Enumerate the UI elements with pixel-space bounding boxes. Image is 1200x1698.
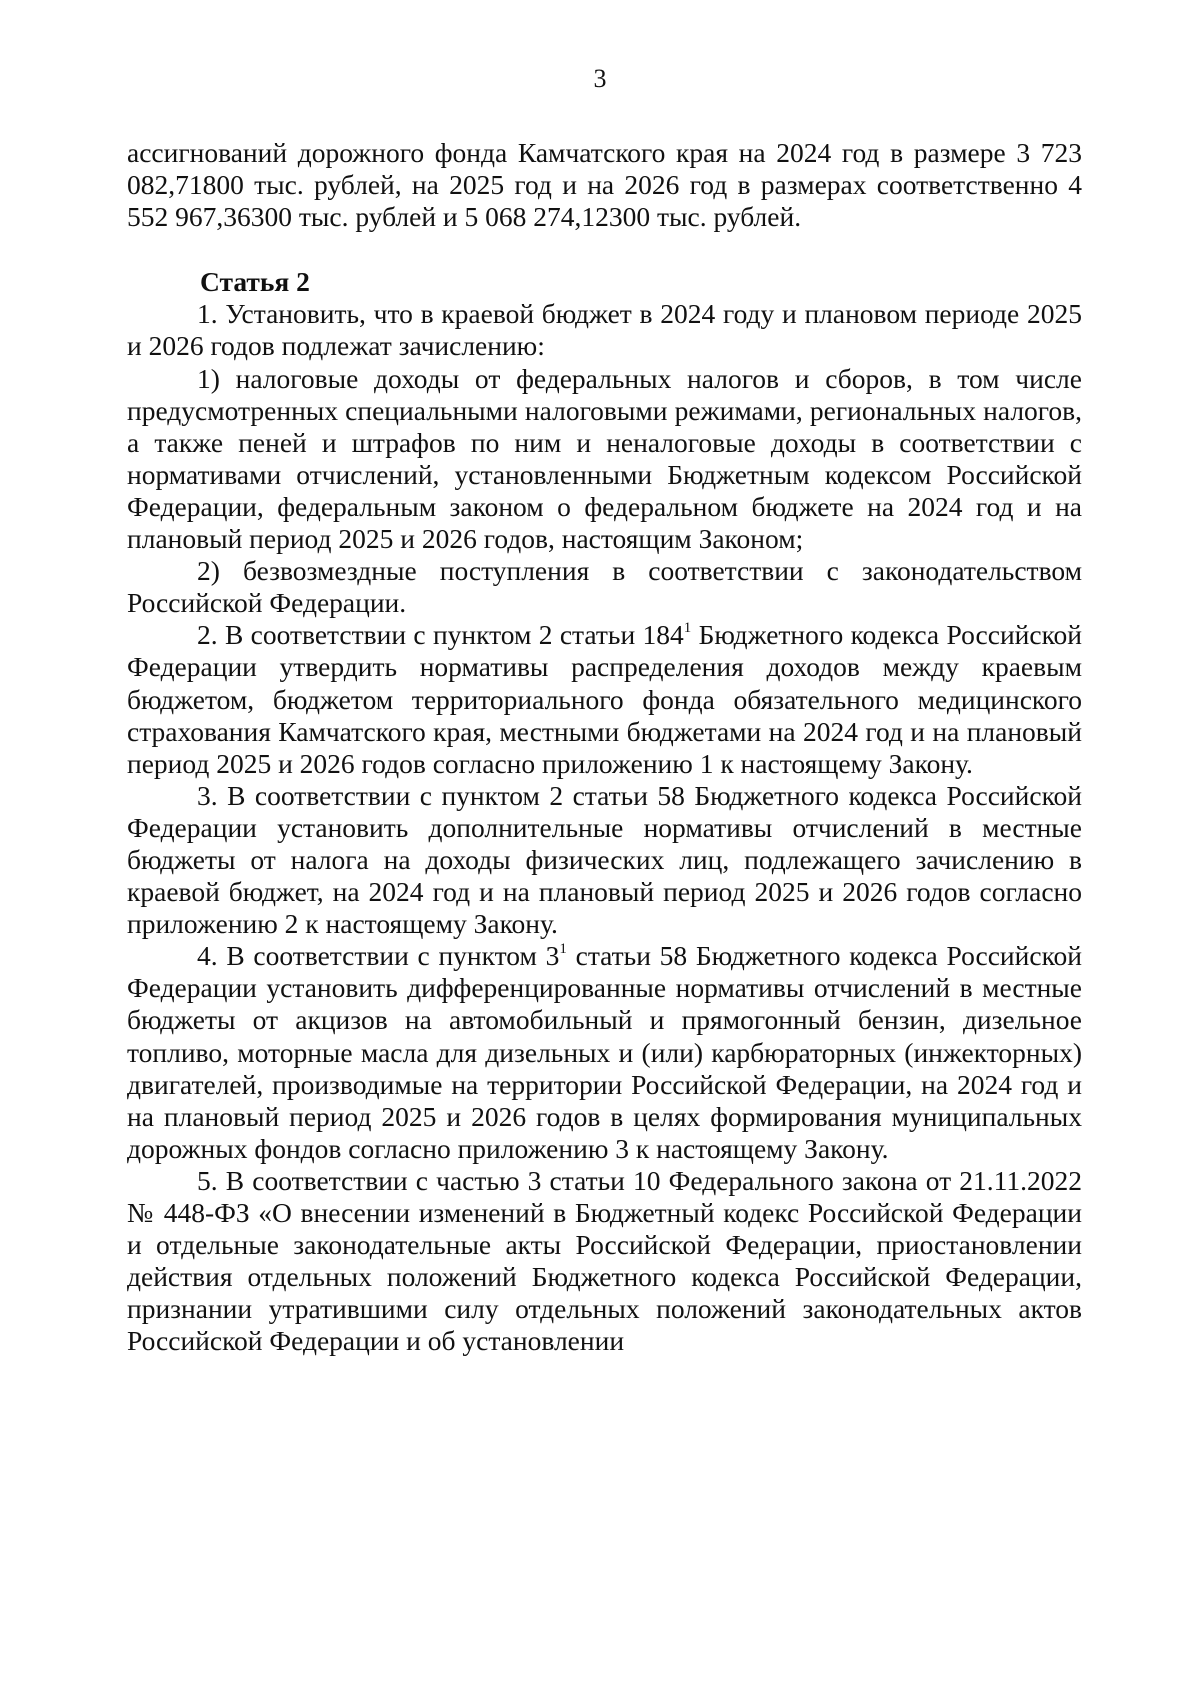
- paragraph-4: [127, 940, 1082, 1165]
- paragraph-1: 1. Установить, что в краевой бюджет в 2024 году и плановом периоде 2025 и 2026 годов подлежат зачислению:: [127, 298, 1082, 362]
- paragraph-2-text-start: 2. В соответствии с пунктом 2 статьи 184: [197, 619, 684, 651]
- paragraph-2-text-end: Бюджетного кодекса Российской Федерации утвердить нормативы распределения доходов между краевым бюджетом, бюджетом территориального фонда обязательного медицинского страхования Камчатского края, местными бюджетами на 2024 год и на плановый период 2025 и 2026 годов согласно приложению 1 к настоящему Закону.: [127, 619, 1083, 779]
- paragraph-1-item-1: 1) налоговые доходы от федеральных налогов и сборов, в том числе предусмотренных специальными налоговыми режимами, региональных налогов, а также пеней и штрафов по ним и неналоговые доходы в соответствии с нормативами отчислений, установленными Бюджетным кодексом Российской Федерации, федеральным законом о федеральном бюджете на 2024 год и на плановый период 2025 и 2026 годов, настоящим Законом;: [127, 362, 1082, 555]
- paragraph-2-superscript: 1: [683, 620, 692, 637]
- paragraph-4-text-start: 4. В соответствии с пунктом 3: [197, 940, 560, 972]
- paragraph-3: 3. В соответствии с пунктом 2 статьи 58 Бюджетного кодекса Российской Федерации установить дополнительные нормативы отчислений в местные бюджеты от налога на доходы физических лиц, подлежащего зачислению в краевой бюджет, на 2024 год и на плановый период 2025 и 2026 годов согласно приложению 2 к настоящему Закону.: [127, 779, 1082, 940]
- paragraph-2: [127, 619, 1082, 779]
- article-heading: Статья 2: [200, 266, 310, 298]
- paragraph-4-text-end: статьи 58 Бюджетного кодекса Российской Федерации установить дифференцированные нормативы отчислений в местные бюджеты от акцизов на автомобильный и прямогонный бензин, дизельное топливо, моторные масла для дизельных и (или) карбюраторных (инжекторных) двигателей, производимые на территории Российской Федерации, на 2024 год и на плановый период 2025 и 2026 годов в целях формирования муниципальных дорожных фондов согласно приложению 3 к настоящему Закону.: [127, 940, 1082, 1164]
- paragraph-4-superscript: 1: [559, 941, 567, 958]
- document-body: [127, 137, 1082, 1357]
- paragraph-1-item-2: 2) безвозмездные поступления в соответствии с законодательством Российской Федерации.: [127, 555, 1082, 619]
- paragraph-5: 5. В соответствии с частью 3 статьи 10 Федерального закона от 21.11.2022 № 448-ФЗ «О внесении изменений в Бюджетный кодекс Российской Федерации и отдельные законодательные акты Российской Федерации, приостановлении действия отдельных положений Бюджетного кодекса Российской Федерации, признании утратившими силу отдельных положений законодательных актов Российской Федерации и об установлении: [127, 1164, 1082, 1357]
- intro-paragraph: ассигнований дорожного фонда Камчатского края на 2024 год в размере 3 723 082,71800 тыс. рублей, на 2025 год и на 2026 год в размерах соответственно 4 552 967,36300 тыс. рублей и 5 068 274,12300 тыс. рублей.: [127, 137, 1082, 233]
- page-number: 3: [593, 64, 607, 93]
